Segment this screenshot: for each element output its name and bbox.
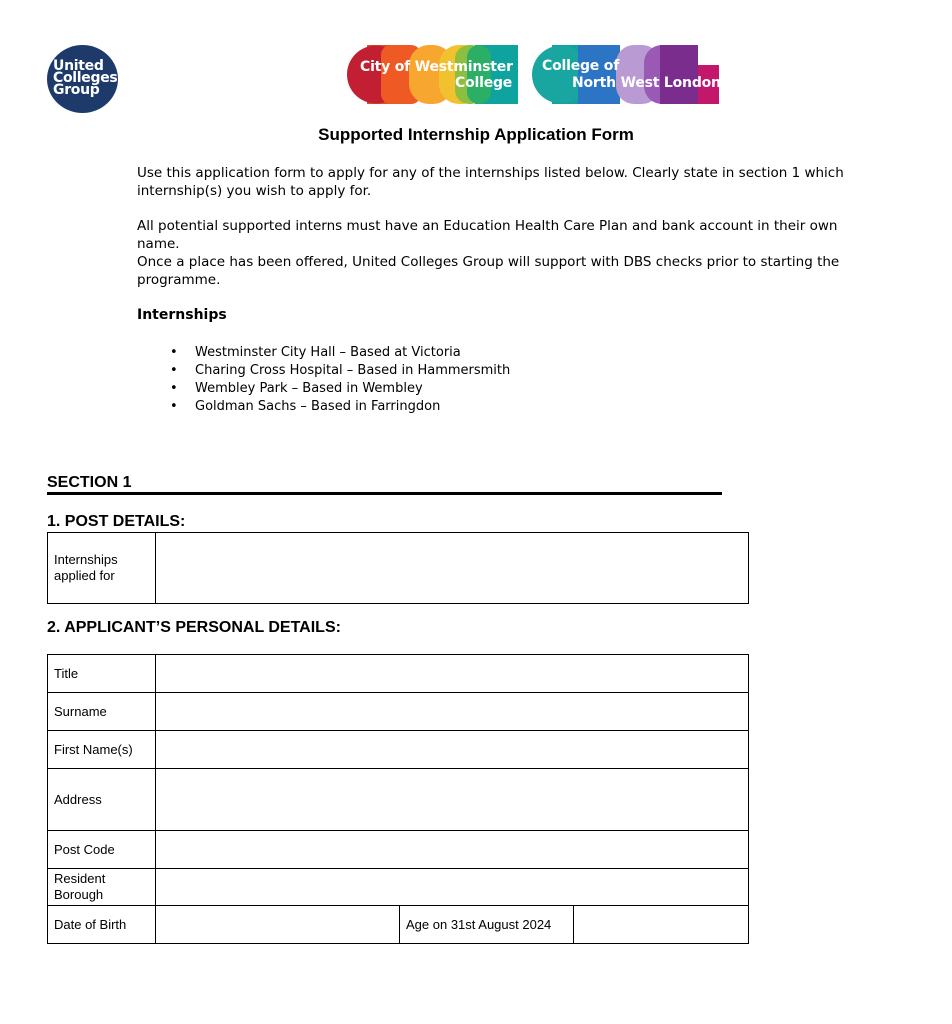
post-code-field[interactable] [156, 831, 749, 869]
date-of-birth-field[interactable] [156, 906, 400, 944]
resident-borough-field[interactable] [156, 869, 749, 906]
label-line: Internships [54, 552, 118, 567]
cnwl-logo-text-2: North West London [572, 75, 721, 91]
resident-borough-label [48, 869, 156, 906]
age-label: Age on 31st August 2024 [400, 906, 574, 944]
first-names-label: First Name(s) [48, 731, 156, 769]
label-line: applied for [54, 568, 115, 583]
post-details-table [47, 532, 749, 604]
cwc-logo-text-1: City of Westminster [360, 59, 513, 75]
date-of-birth-label: Date of Birth [48, 906, 156, 944]
list-item: • Charing Cross Hospital – Based in Hammersmith [170, 362, 510, 380]
first-names-field[interactable] [156, 731, 749, 769]
section-1-heading: SECTION 1 [47, 474, 132, 491]
cwc-logo-text-2: College [455, 75, 513, 91]
intro-line-4: name. [137, 236, 180, 252]
label-line: Borough [54, 887, 104, 902]
address-label: Address [48, 769, 156, 831]
intro-line-6: programme. [137, 272, 221, 288]
post-code-label: Post Code [48, 831, 156, 869]
ucg-logo-text-3: Group [53, 82, 100, 98]
form-title: Supported Internship Application Form [318, 125, 634, 144]
age-field[interactable] [574, 906, 749, 944]
label-line: Resident [54, 871, 106, 886]
internships-heading: Internships [137, 307, 227, 323]
internships-applied-field[interactable] [156, 533, 749, 604]
united-colleges-group-logo [47, 45, 118, 113]
personal-details-table [47, 654, 749, 944]
surname-field[interactable] [156, 693, 749, 731]
list-item: • Goldman Sachs – Based in Farringdon [170, 398, 510, 416]
internships-list [170, 344, 510, 416]
intro-line-3: All potential supported interns must have an Education Health Care Plan and bank account in their own [137, 218, 838, 234]
address-field[interactable] [156, 769, 749, 831]
section-divider [47, 492, 722, 495]
post-details-heading: 1. POST DETAILS: [47, 513, 186, 530]
college-of-north-west-london-logo [532, 45, 719, 104]
list-item: • Wembley Park – Based in Wembley [170, 380, 510, 398]
cnwl-logo-text-1: College of [542, 58, 620, 74]
intro-line-1: Use this application form to apply for any of the internships listed below. Clearly state in section 1 which [137, 165, 844, 181]
list-item: • Westminster City Hall – Based at Victoria [170, 344, 510, 362]
city-of-westminster-college-logo [347, 45, 518, 104]
title-field[interactable] [156, 655, 749, 693]
intro-line-5: Once a place has been offered, United Colleges Group will support with DBS checks prior to starting the [137, 254, 840, 270]
intro-line-2: internship(s) you wish to apply for. [137, 183, 372, 199]
ucg-logo-text-2: Colleges [53, 70, 118, 86]
title-label: Title [48, 655, 156, 693]
internships-applied-label [48, 533, 156, 604]
surname-label: Surname [48, 693, 156, 731]
ucg-logo-text-1: United [53, 58, 104, 74]
personal-details-heading: 2. APPLICANT’S PERSONAL DETAILS: [47, 619, 341, 636]
